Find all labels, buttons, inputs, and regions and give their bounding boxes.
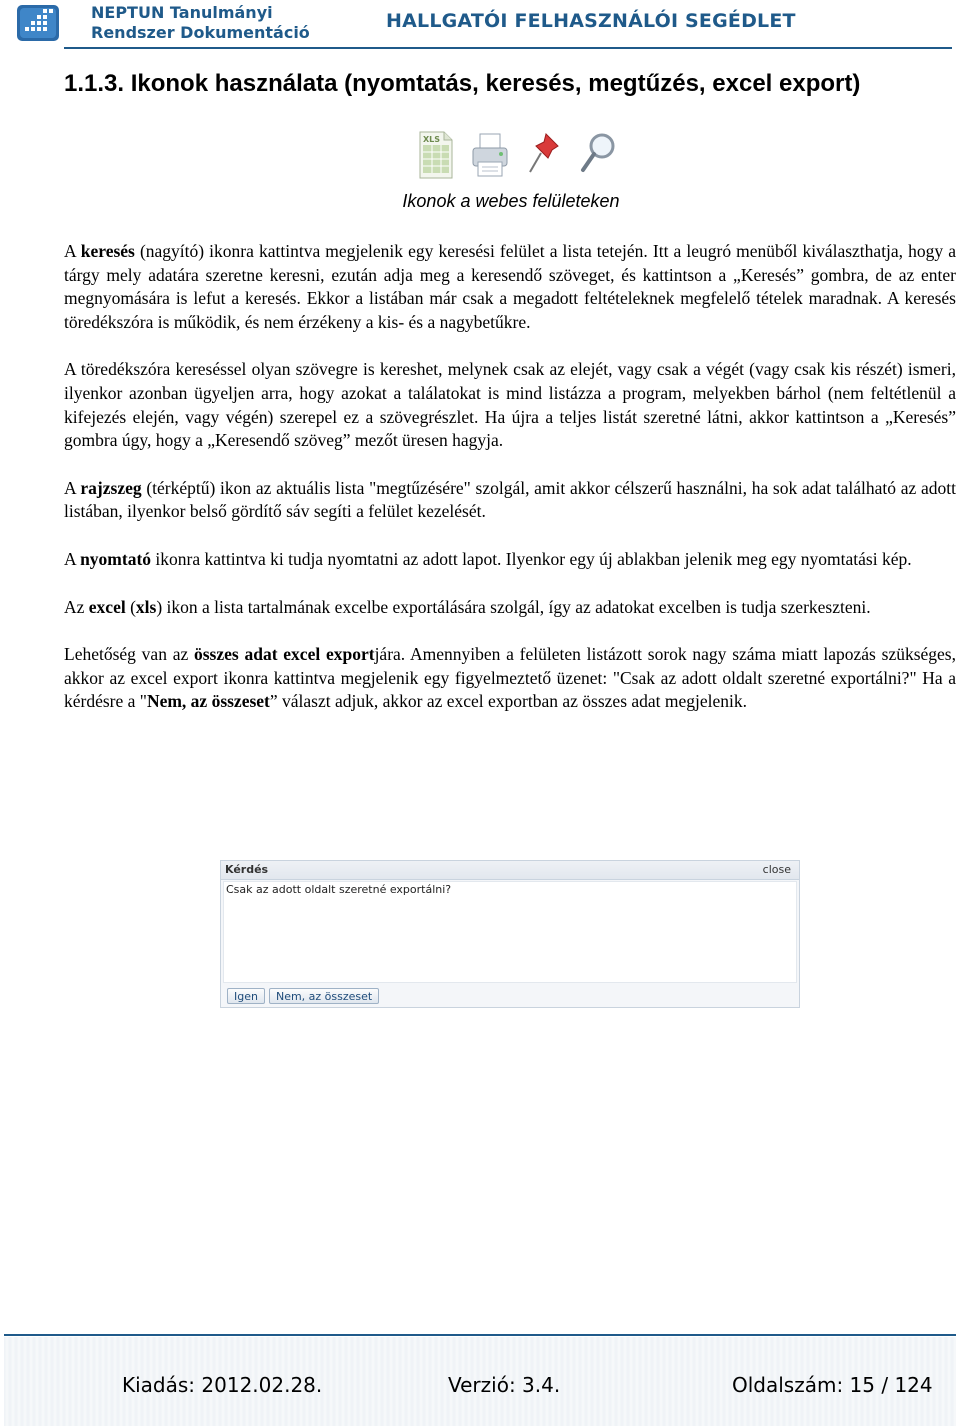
dialog-header (221, 861, 799, 880)
footer-version: Verzió: 3.4. (448, 1373, 561, 1397)
pushpin-icon (524, 128, 564, 184)
footer-page-number: Oldalszám: 15 / 124 (732, 1373, 933, 1397)
excel-icon (416, 128, 456, 184)
paragraph-export-all: Lehetőség van az összes adat excel exportjára. Amennyiben a felületen listázott sorok nagy száma miatt lapozás szükséges, akkor az excel export ikonra kattintva megjelenik egy figyelmeztető üzenet: "Csak az adott oldalt szeretné exportálni?" Ha a kérdésre a "Nem, az összeset” választ adjuk, akkor az excel exportban az összes adat megjelenik. (64, 644, 956, 712)
body-text (64, 240, 956, 738)
brand-line-2: Rendszer Dokumentáció (91, 23, 310, 42)
yes-button[interactable]: Igen (227, 988, 265, 1004)
paragraph-print: A nyomtató ikonra kattintva ki tudja nyomtatni az adott lapot. Ilyenkor egy új ablakban jelenik meg egy nyomtatási kép. (64, 548, 912, 569)
dialog-title: Kérdés (225, 863, 269, 876)
paragraph-pin: A rajzszeg (térképtű) ikon az aktuális lista "megtűzésére" szolgál, amit akkor célszerű használni, ha sok adat található az adott listában, ilyenkor belső gördítő sáv segíti a felület kezelését. (64, 477, 956, 522)
header-divider (64, 47, 952, 49)
section-heading: 1.1.3. Ikonok használata (nyomtatás, keresés, megtűzés, excel export) (64, 70, 861, 97)
printer-icon (470, 128, 510, 184)
neptun-logo-icon (15, 3, 61, 43)
dialog-close-button[interactable]: close (762, 863, 791, 876)
no-export-all-button[interactable]: Nem, az összeset (269, 988, 379, 1004)
dialog-buttons (227, 988, 379, 1004)
magnifier-icon (578, 128, 618, 184)
icons-figure (416, 128, 618, 188)
svg-text:XLS: XLS (423, 135, 441, 144)
document-title: HALLGATÓI FELHASZNÁLÓI SEGÉDLET (386, 10, 796, 32)
footer-divider (4, 1334, 956, 1336)
brand-line-1: NEPTUN Tanulmányi (91, 3, 273, 22)
figure-caption: Ikonok a webes felületeken (402, 191, 620, 211)
paragraph-search: A keresés (nagyító) ikonra kattintva megjelenik egy keresési felület a lista tetején. Itt a leugró menüből kiválaszthatja, hogy a tárgy mely adatára szeretne keresni, ezután adja meg a keresendő szöveget, és kattintson a „Keresés” gombra, de az enter megnyomására is lefut a keresés. Ekkor a listában már csak a megadott feltételeknek megfelelő tételek maradnak. A keresés töredékszóra is működik, és nem érzékeny a kis- és a nagybetűkre. (64, 241, 956, 332)
dialog-message: Csak az adott oldalt szeretné exportálni? (226, 883, 452, 896)
brand-title (91, 3, 310, 43)
paragraph-excel: Az excel (xls) ikon a lista tartalmának excelbe exportálására szolgál, így az adatokat excelben is tudja szerkeszteni. (64, 596, 871, 617)
dialog-body (223, 881, 797, 983)
page-header (0, 0, 960, 50)
question-dialog (220, 860, 800, 1008)
paragraph-fragment-search: A töredékszóra kereséssel olyan szövegre is kereshet, melynek csak az elejét, vagy csak a végét (vagy csak kis részét) ismeri, ilyenkor azonban ügyeljen arra, hogy azokat a találatokat is mind listázza a program, melyekben bárhol (nem feltétlenül a kifejezés elején, vagy végén) szerepel ez a szövegrészlet. Ha újra a teljes listát szeretné látni, akkor kattintson a „Keresés” gombra úgy, hogy a „Keresendő szöveg” mezőt üresen hagyja. (64, 359, 956, 451)
footer-issue-date: Kiadás: 2012.02.28. (122, 1373, 323, 1397)
